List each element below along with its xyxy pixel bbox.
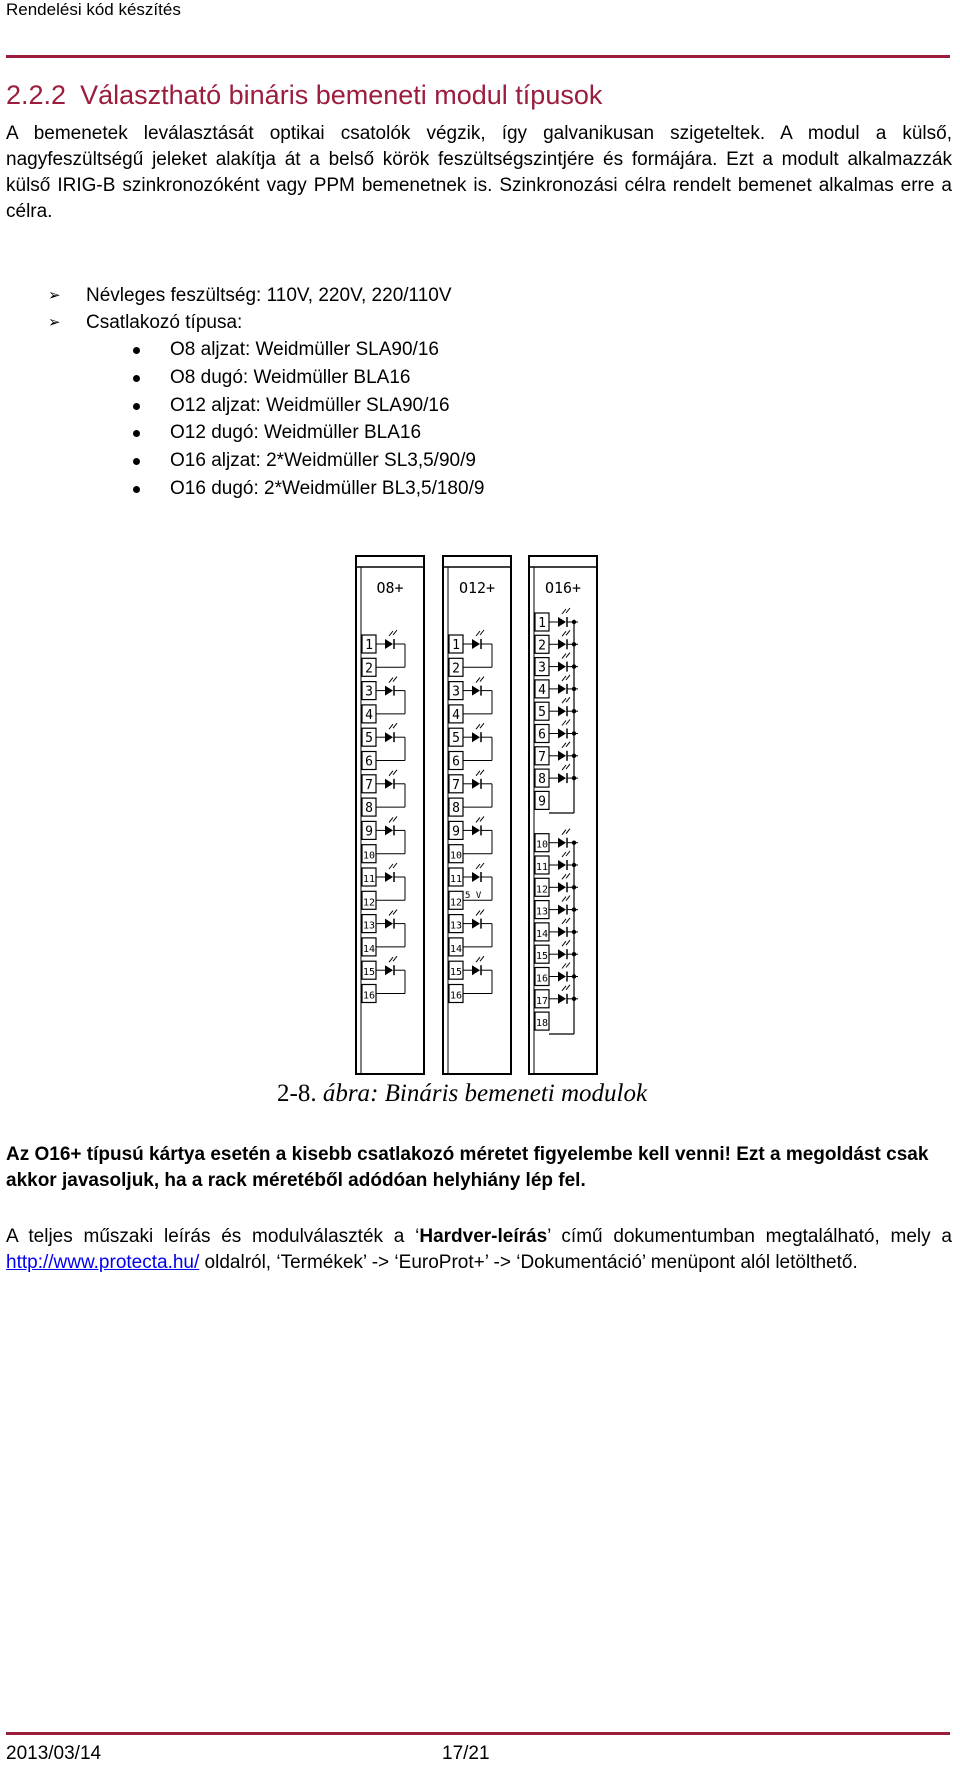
header-rule [6, 55, 950, 58]
pin-number: 14 [535, 928, 549, 940]
footer-date: 2013/03/14 [6, 1743, 102, 1764]
pin-number: 3 [452, 684, 460, 700]
section-title [6, 80, 602, 111]
pin-number: 1 [538, 616, 546, 631]
list-item [6, 364, 706, 392]
ref-text-3: oldalról, ‘Termékek’ -> ‘EuroProt+’ -> ‘Dokumentáció’ menüpont alól letölthető. [199, 1252, 858, 1273]
pin-number: 17 [535, 995, 549, 1007]
pin-number: 12 [362, 897, 376, 909]
connector-item: O8 dugó: Weidmüller BLA16 [170, 366, 411, 388]
pin-number: 16 [535, 973, 549, 985]
bullet-icon [133, 403, 140, 410]
pin-number: 2 [452, 661, 460, 677]
running-header: Rendelési kód készítés [6, 0, 181, 19]
pin-number: 6 [365, 754, 373, 770]
pin-number: 8 [538, 772, 546, 788]
footer-rule [6, 1732, 950, 1735]
note-paragraph: Az O16+ típusú kártya esetén a kisebb csatlakozó méretet figyelembe kell venni! Ezt a megoldást csak akkor javasoljuk, ha a rack méretéből adódóan helyhiány lép fel. [6, 1144, 929, 1191]
ref-text-2: ’ című dokumentumban megtalálható, mely a [547, 1226, 952, 1247]
pin-number: 5 [538, 705, 546, 721]
list-item [6, 282, 706, 309]
module-label: O16+ [544, 579, 582, 597]
pin-number: 1 [365, 638, 373, 653]
binary-input-modules-diagram [355, 555, 607, 1076]
pin-number: 11 [535, 862, 549, 873]
pin-number: 4 [538, 682, 546, 698]
pin-number: 13 [449, 920, 463, 932]
pin-number: 4 [452, 707, 460, 723]
bullet-icon [133, 347, 140, 354]
bullet-icon [133, 375, 140, 382]
footer-page: 17/21 [442, 1743, 490, 1764]
list-item [6, 475, 706, 503]
pin-number: 16 [449, 990, 463, 1002]
connector-item: O8 aljzat: Weidmüller SLA90/16 [170, 339, 439, 360]
caption-word: ábra [322, 1080, 371, 1107]
list-item [6, 392, 706, 420]
intro-paragraph: A bemenetek leválasztását optikai csatolók végzik, így galvanikusan szigeteltek. A modul a külső, nagyfeszültségű jeleket alakítja át a belső körök feszültségszintjére és formájára. Ezt a modult alkalmazzák külső IRIG-B szinkronozóként vagy PPM bemenetnek is. Szinkronozási célra rendelt bemenet alkalmas erre a célra. [6, 123, 952, 222]
bullet-icon [133, 458, 140, 465]
pin-number: 11 [362, 874, 376, 885]
pin-number: 10 [449, 850, 463, 862]
pin-number: 8 [452, 801, 460, 817]
list-item [6, 419, 706, 447]
list-item [6, 447, 706, 475]
bullet-icon [133, 486, 140, 493]
pin-number: 15 [535, 951, 549, 963]
pin-number: 6 [452, 754, 460, 770]
list-item [6, 336, 706, 364]
section-title-text: Választható bináris bemeneti modul típusok [80, 80, 603, 110]
pin-number: 10 [362, 850, 376, 862]
arrow-bullet-icon: ➢ [48, 314, 61, 331]
pin-number: 10 [535, 839, 549, 851]
connector-item: O12 aljzat: Weidmüller SLA90/16 [170, 394, 450, 416]
pin-number: 12 [535, 884, 549, 896]
pin-number: 2 [538, 638, 546, 654]
arrow-bullet-icon: ➢ [48, 287, 61, 304]
connector-item: O16 aljzat: 2*Weidmüller SL3,5/90/9 [170, 450, 476, 472]
connector-item: O16 dugó: 2*Weidmüller BL3,5/180/9 [170, 477, 485, 499]
caption-text: : Bináris bemeneti modulok [370, 1080, 648, 1107]
pin-number: 7 [452, 777, 460, 793]
pin-number: 9 [452, 824, 460, 840]
pin-number: 15 [362, 967, 376, 979]
connector-item: O12 dugó: Weidmüller BLA16 [170, 422, 422, 444]
pin-number: 1 [452, 638, 460, 653]
section-number: 2.2.2 [6, 80, 67, 110]
caption-number: 2-8. [277, 1080, 317, 1107]
voltage-annotation: 5 V [465, 891, 482, 901]
pin-number: 12 [449, 897, 463, 909]
pin-number: 8 [365, 801, 373, 817]
ref-doc-name: Hardver-leírás [419, 1226, 548, 1247]
pin-number: 6 [538, 727, 546, 743]
pin-number: 2 [365, 661, 373, 677]
list-item [6, 309, 706, 336]
voltage-spec: Névleges feszültség: 110V, 220V, 220/110V [86, 285, 452, 306]
pin-number: 3 [538, 660, 546, 676]
pin-number: 16 [362, 990, 376, 1002]
pin-number: 3 [365, 684, 373, 700]
pin-number: 13 [362, 920, 376, 932]
pin-number: 15 [449, 967, 463, 979]
connector-title: Csatlakozó típusa: [86, 312, 243, 333]
pin-number: 7 [365, 777, 373, 793]
pin-number: 18 [535, 1018, 549, 1030]
reference-paragraph [6, 1224, 952, 1276]
pin-number: 5 [365, 731, 373, 747]
pin-number: 14 [362, 943, 376, 955]
pin-number: 5 [452, 731, 460, 747]
pin-number: 7 [538, 749, 546, 765]
figure-caption [277, 1080, 697, 1108]
pin-number: 13 [535, 906, 549, 918]
pin-number: 14 [449, 943, 463, 955]
ref-text-1: A teljes műszaki leírás és modulválaszték a ‘ [6, 1226, 420, 1247]
protecta-link[interactable]: http://www.protecta.hu/ [6, 1252, 200, 1273]
pin-number: 9 [538, 794, 546, 810]
module-label: O8+ [376, 579, 404, 597]
bullet-icon [133, 430, 140, 437]
pin-number: 9 [365, 824, 373, 840]
pin-number: 11 [449, 874, 463, 885]
module-label: O12+ [458, 579, 496, 597]
spec-list [6, 282, 706, 503]
pin-number: 4 [365, 707, 373, 723]
